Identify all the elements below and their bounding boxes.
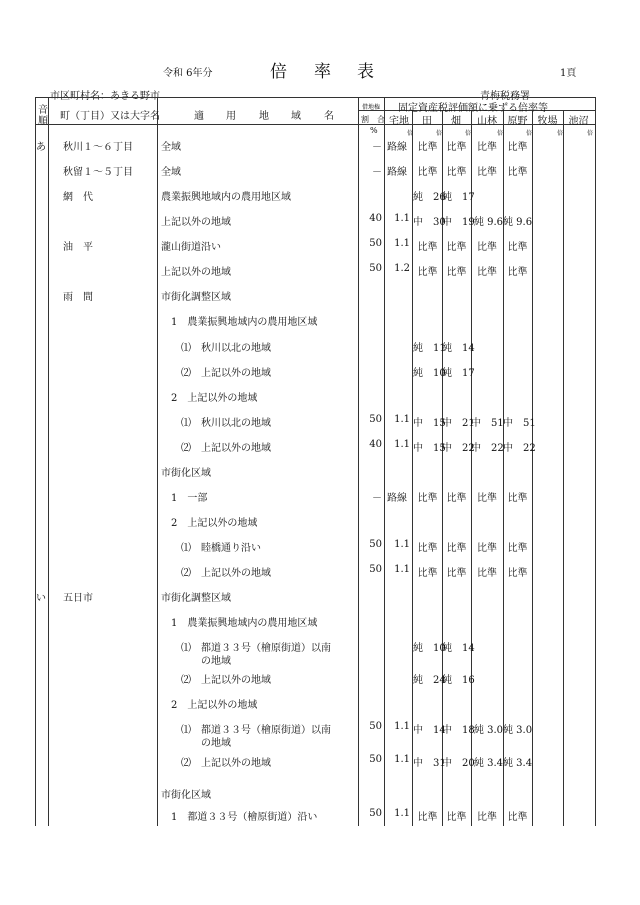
kana-cell: い [36,593,46,604]
area-cell: ⑵ 上記以外の地域 [161,568,271,579]
hata-cell: 比準 [446,543,467,554]
header-genya: 原野 [507,116,528,127]
leasehold-cell: 50 [369,414,382,425]
hata-cell: 中 19 [442,217,475,228]
area-cell: 1 一部 [161,493,208,504]
table-rule [35,97,595,98]
ta-cell: 比準 [417,493,438,504]
ta-cell: 比準 [417,142,438,153]
page-number: 1頁 [560,68,577,79]
leasehold-cell: － [372,167,382,178]
genya-cell: 中 22 [503,443,536,454]
sanrin-cell: 比準 [477,242,497,253]
town-cell: 網 代 [63,192,93,203]
genya-cell: 中 51 [503,418,536,429]
municipality-label: 市区町村名：あきる野市 [50,91,160,102]
unit-bai-sanrin: 倍 [497,130,504,137]
table-rule [358,97,359,826]
sanrin-cell: 比準 [477,267,497,278]
area-cell: ⑵ 上記以外の地域 [161,368,271,379]
leasehold-cell: 50 [369,539,382,550]
hata-cell: 純 16 [442,675,475,686]
town-cell: 秋川１～６丁目 [63,142,133,153]
area-cell: 2 上記以外の地域 [161,393,258,404]
header-chisho: 池沼 [568,116,589,127]
ta-cell: 純 10 [413,368,446,379]
unit-bai-takuchi: 倍 [407,130,414,137]
header-leasehold-bottom: 割 合 [361,115,385,124]
area-cell: 2 上記以外の地域 [161,518,258,529]
sanrin-cell: 中 51 [471,418,504,429]
ta-cell: 中 31 [413,758,446,769]
header-town: 町（丁目）又は大字名 [60,111,160,122]
ta-cell: 比準 [417,167,438,178]
sanrin-cell: 純 9.6 [473,217,503,228]
leasehold-cell: 50 [369,238,382,249]
area-cell: 市街化区域 [161,468,211,479]
hata-cell: 比準 [446,267,467,278]
takuchi-cell: 1.1 [394,439,410,450]
table-rule [48,97,49,826]
area-cell: ⑵ 上記以外の地域 [161,443,271,454]
ta-cell: 比準 [417,267,438,278]
leasehold-cell: － [372,493,382,504]
kana-cell: あ [36,142,46,153]
header-ta: 田 [422,116,432,127]
town-cell: 秋留１～５丁目 [63,167,133,178]
hata-cell: 比準 [446,142,467,153]
leasehold-cell: 50 [369,564,382,575]
area-cell: 上記以外の地域 [161,217,231,228]
header-takuchi: 宅地 [389,116,409,127]
ta-cell: 比準 [417,812,438,823]
unit-bai-hata: 倍 [465,130,472,137]
takuchi-cell: 1.1 [394,721,410,732]
takuchi-cell: 路線 [387,167,407,178]
era-year: 令和 6年分 [163,68,213,79]
takuchi-cell: 1.1 [394,238,410,249]
leasehold-cell: 50 [369,754,382,765]
header-area-2: 用 [226,111,236,122]
area-cell: ⑴ 秋川以北の地域 [161,343,271,354]
area-cell: 1 農業振興地域内の農用地区域 [161,317,318,328]
town-cell: 雨 間 [63,292,93,303]
table-rule [384,97,385,826]
area-cell: 市街化調整区域 [161,292,231,303]
table-rule [157,97,158,826]
ta-cell: 中 14 [413,725,446,736]
leasehold-cell: 40 [369,213,382,224]
genya-cell: 比準 [507,543,528,554]
area-cell-continued: の地域 [161,738,231,749]
ta-cell: 純 24 [413,675,446,686]
sanrin-cell: 中 22 [471,443,504,454]
header-area-4: 域 [291,111,301,122]
sanrin-cell: 比準 [477,142,497,153]
title-char-2: 率 [314,62,331,82]
hata-cell: 中 18 [442,725,475,736]
header-sanrin: 山林 [477,116,497,127]
area-cell: ⑵ 上記以外の地域 [161,758,271,769]
hata-cell: 中 22 [442,443,475,454]
sanrin-cell: 比準 [477,812,497,823]
genya-cell: 比準 [507,493,528,504]
unit-bai-bokujo: 倍 [557,130,564,137]
table-rule [595,97,596,826]
area-cell: 上記以外の地域 [161,267,231,278]
town-cell: 油 平 [63,242,93,253]
ta-cell: 純 26 [413,192,446,203]
area-cell: 全域 [161,142,181,153]
area-cell: ⑴ 都道３３号（檜原街道）以南 [161,725,331,736]
header-kana-1: 音 [38,105,48,116]
header-multiplier-group: 固定資産税評価額に乗ずる倍率等 [398,103,548,114]
hata-cell: 純 14 [442,643,475,654]
genya-cell: 比準 [507,568,528,579]
takuchi-cell: 1.1 [394,808,410,819]
takuchi-cell: 1.1 [394,539,410,550]
genya-cell: 比準 [507,242,528,253]
sanrin-cell: 純 3.4 [473,758,503,769]
area-cell: 1 農業振興地域内の農用地区域 [161,618,318,629]
leasehold-cell: 50 [369,808,382,819]
sanrin-cell: 純 3.0 [473,725,503,736]
ta-cell: 中 15 [413,443,446,454]
leasehold-cell: － [372,142,382,153]
area-cell: ⑵ 上記以外の地域 [161,675,271,686]
hata-cell: 純 17 [442,368,475,379]
table-rule [532,110,533,826]
takuchi-cell: 1.1 [394,213,410,224]
genya-cell: 比準 [507,142,528,153]
genya-cell: 比準 [507,167,528,178]
title-char-1: 倍 [270,62,287,82]
sanrin-cell: 比準 [477,167,497,178]
ta-cell: 純 10 [413,643,446,654]
ta-cell: 中 15 [413,418,446,429]
ta-cell: 比準 [417,568,438,579]
leasehold-cell: 50 [369,721,382,732]
area-cell: ⑴ 睦橋通り沿い [161,543,261,554]
area-cell: 市街化区域 [161,790,211,801]
leasehold-cell: 50 [369,263,382,274]
area-cell: 農業振興地域内の農用地区域 [161,192,291,203]
unit-percent: % [370,126,378,135]
hata-cell: 比準 [446,493,467,504]
takuchi-cell: 1.1 [394,564,410,575]
hata-cell: 比準 [446,242,467,253]
hata-cell: 比準 [446,812,467,823]
area-cell: 瀧山街道沿い [161,242,221,253]
area-cell-continued: の地域 [161,656,231,667]
unit-bai-ta: 倍 [436,130,443,137]
genya-cell: 比準 [507,267,528,278]
genya-cell: 比準 [507,812,528,823]
tax-office-label: 青梅税務署 [480,91,530,102]
header-bokujo: 牧場 [537,116,558,127]
takuchi-cell: 1.1 [394,754,410,765]
header-leasehold-top: 借地権 [362,104,381,111]
ta-cell: 中 30 [413,217,446,228]
takuchi-cell: 路線 [387,493,407,504]
hata-cell: 純 17 [442,192,475,203]
area-cell: ⑴ 都道３３号（檜原街道）以南 [161,643,331,654]
hata-cell: 比準 [446,568,467,579]
takuchi-cell: 1.1 [394,414,410,425]
genya-cell: 純 3.0 [503,725,533,736]
area-cell: 全域 [161,167,181,178]
sanrin-cell: 比準 [477,493,497,504]
genya-cell: 純 9.6 [503,217,533,228]
header-hata: 畑 [451,116,461,127]
town-cell: 五日市 [63,593,93,604]
header-area-1: 適 [194,111,204,122]
genya-cell: 純 3.4 [503,758,533,769]
area-cell: 市街化調整区域 [161,593,231,604]
ta-cell: 比準 [417,543,438,554]
unit-bai-genya: 倍 [526,130,533,137]
area-cell: 2 上記以外の地域 [161,700,258,711]
area-cell: ⑴ 秋川以北の地域 [161,418,271,429]
sanrin-cell: 比準 [477,543,497,554]
title-char-3: 表 [357,62,374,82]
sanrin-cell: 比準 [477,568,497,579]
area-cell: 1 都道３３号（檜原街道）沿い [161,812,318,823]
hata-cell: 純 14 [442,343,475,354]
takuchi-cell: 路線 [387,142,407,153]
leasehold-cell: 40 [369,439,382,450]
takuchi-cell: 1.2 [394,263,410,274]
table-rule [563,110,564,826]
hata-cell: 中 20 [442,758,475,769]
hata-cell: 中 21 [442,418,475,429]
unit-bai-chisho: 倍 [587,130,594,137]
header-area-5: 名 [324,111,334,122]
ta-cell: 比準 [417,242,438,253]
ta-cell: 純 11 [413,343,446,354]
table-rule [35,97,36,826]
header-kana-2: 順 [38,116,48,127]
hata-cell: 比準 [446,167,467,178]
header-area-3: 地 [259,111,269,122]
